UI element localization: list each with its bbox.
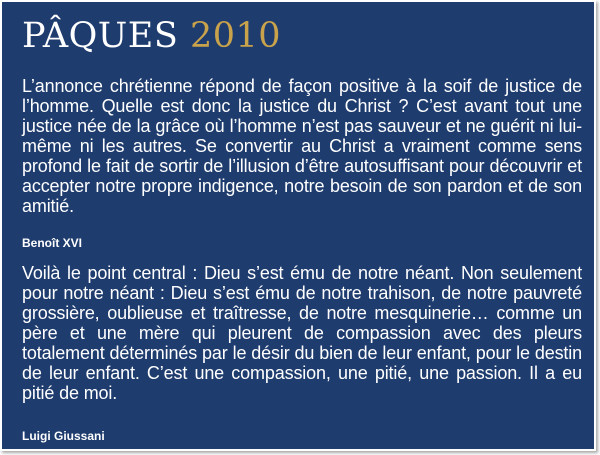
page-title [22,14,281,58]
title-year: 2010 [189,16,282,56]
title-word: PÂQUES [22,16,179,56]
quote-author-giussani: Luigi Giussani [22,429,105,443]
quote-text-benoit: L’annonce chrétienne répond de façon positive à la soif de justice de l’homme. Quelle est donc la justice du Christ ? C’est avant tout une justice née de la grâce où l’homme n’est pas sauveur et ne guérit ni lui-même ni les autres. Se convertir au Christ a vraiment comme sens profond le fait de sortir de l’illusion d’être autosuffisant pour découvrir et accepter notre propre indigence, notre besoin de son pardon et de son amitié. [22,76,582,216]
quote-text-giussani: Voilà le point central : Dieu s’est ému de notre néant. Non seulement pour notre néant : Dieu s’est ému de notre trahison, de notre pauvreté grossière, oublieuse et traîtresse, de notre mesquinerie… comme un père et une mère qui pleurent de compassion avec des pleurs totalement déterminés par le désir du bien de leur enfant, pour le destin de leur enfant. C’est une compassion, une pitié, une passion. Il a eu pitié de moi. [22,263,582,403]
quote-author-benoit: Benoît XVI [22,236,83,250]
